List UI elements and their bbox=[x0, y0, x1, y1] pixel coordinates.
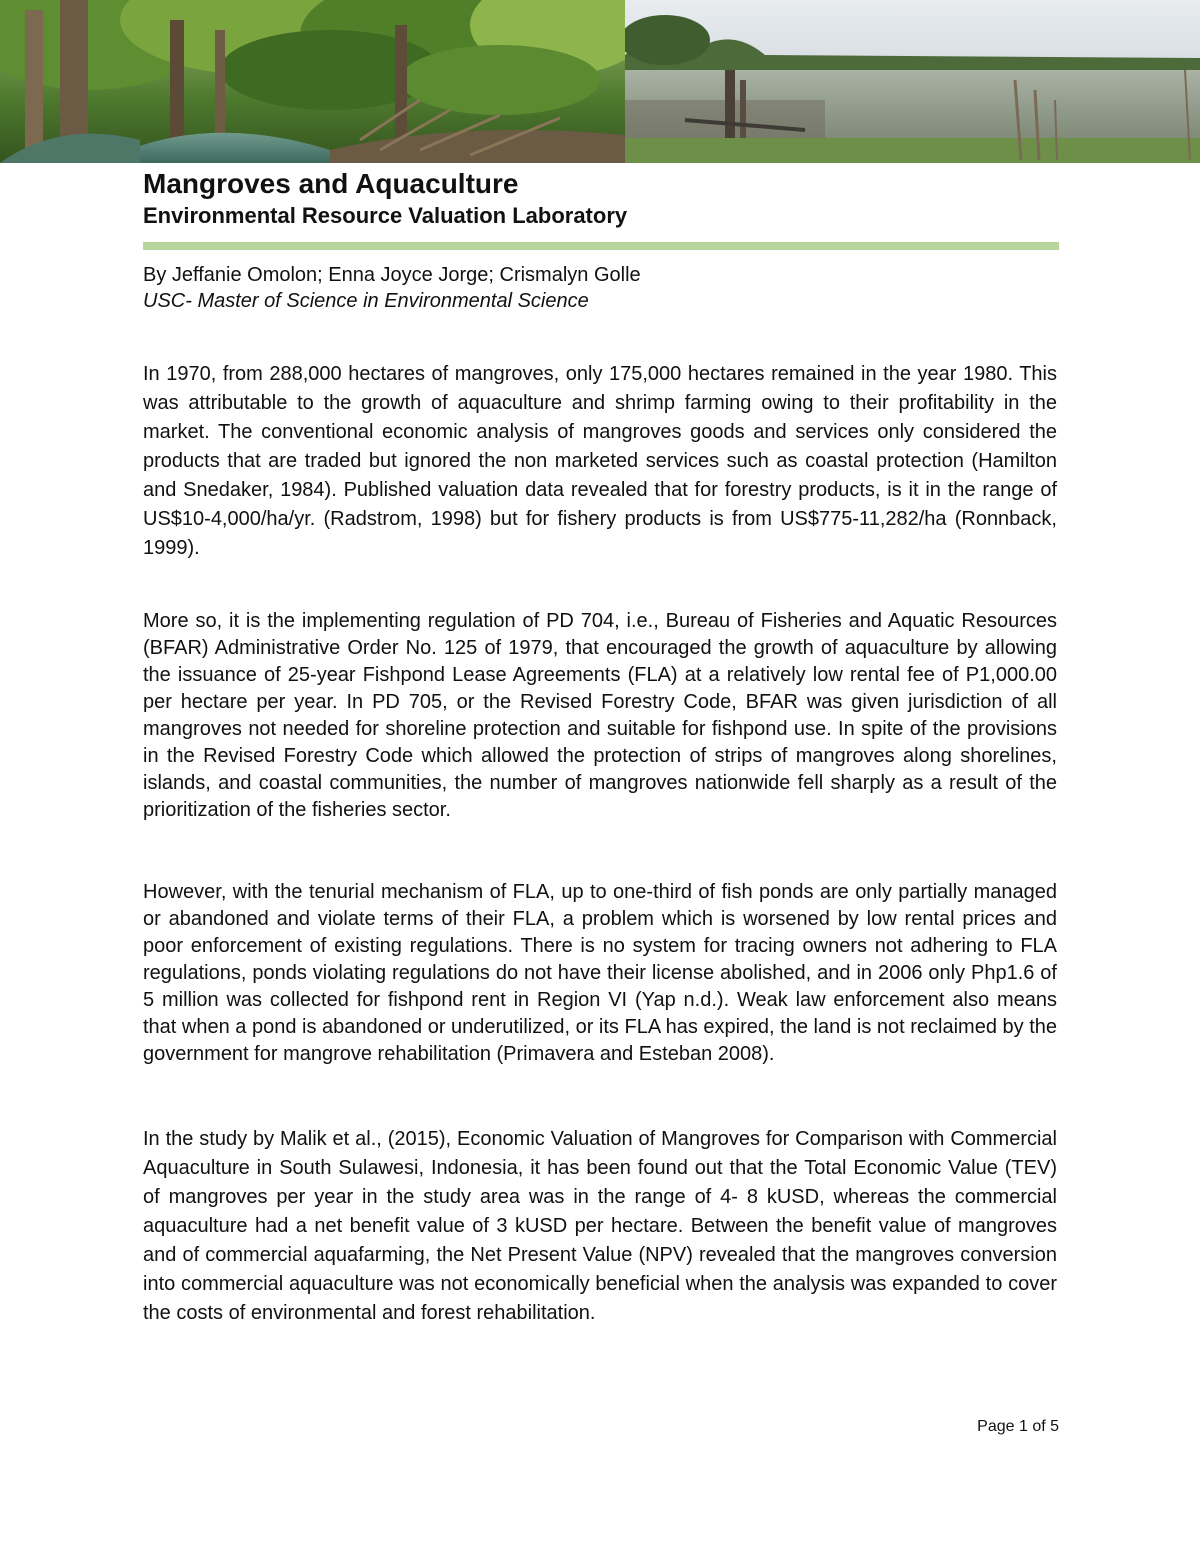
page-number: Page 1 of 5 bbox=[977, 1418, 1059, 1435]
fishpond-photo bbox=[625, 0, 1200, 163]
title-divider bbox=[143, 242, 1059, 250]
author-byline: By Jeffanie Omolon; Enna Joyce Jorge; Crismalyn Golle bbox=[143, 264, 641, 286]
mangrove-forest-photo bbox=[0, 0, 625, 163]
document-title: Mangroves and Aquaculture bbox=[143, 168, 519, 199]
author-affiliation: USC- Master of Science in Environmental Science bbox=[143, 290, 589, 312]
header-banner bbox=[0, 0, 1200, 163]
body-paragraph-3: However, with the tenurial mechanism of FLA, up to one-third of fish ponds are only partially managed or abandoned and violate terms of their FLA, a problem which is worsened by low rental prices and poor enforcement of existing regulations. There is no system for tracing owners not adhering to FLA regulations, ponds violating regulations do not have their license abolished, and in 2006 only Php1.6 of 5 million was collected for fishpond rent in Region VI (Yap n.d.). Weak law enforcement also means that when a pond is abandoned or underutilized, or its FLA has expired, the land is not reclaimed by the government for mangrove rehabilitation (Primavera and Esteban 2008). bbox=[143, 881, 1057, 1065]
title-block bbox=[143, 167, 1063, 231]
document-subtitle: Environmental Resource Valuation Laboratory bbox=[143, 203, 628, 228]
body-paragraph-1: In 1970, from 288,000 hectares of mangroves, only 175,000 hectares remained in the year 1980. This was attributable to the growth of aquaculture and shrimp farming owing to their profitability in the market. The conventional economic analysis of mangroves goods and services only considered the products that are traded but ignored the non marketed services such as coastal protection (Hamilton and Snedaker, 1984). Published valuation data revealed that for forestry products, is it in the range of US$10-4,000/ha/yr. (Radstrom, 1998) but for fishery products is from US$775-11,282/ha (Ronnback, 1999). bbox=[143, 363, 1057, 559]
body-paragraph-2: More so, it is the implementing regulation of PD 704, i.e., Bureau of Fisheries and Aquatic Resources (BFAR) Administrative Order No. 125 of 1979, that encouraged the growth of aquaculture by allowing the issuance of 25-year Fishpond Lease Agreements (FLA) at a relatively low rental fee of P1,000.00 per hectare per year. In PD 705, or the Revised Forestry Code, BFAR was given jurisdiction of all mangroves not needed for shoreline protection and suitable for fishpond use. In spite of the provisions in the Revised Forestry Code which allowed the protection of strips of mangroves along shorelines, islands, and coastal communities, the number of mangroves nationwide fell sharply as a result of the prioritization of the fisheries sector. bbox=[143, 610, 1057, 821]
body-paragraph-4: In the study by Malik et al., (2015), Economic Valuation of Mangroves for Comparison with Commercial Aquaculture in South Sulawesi, Indonesia, it has been found out that the Total Economic Value (TEV) of mangroves per year in the study area was in the range of 4- 8 kUSD, whereas the commercial aquaculture had a net benefit value of 3 kUSD per hectare. Between the benefit value of mangroves and of commercial aquafarming, the Net Present Value (NPV) revealed that the mangroves conversion into commercial aquaculture was not economically beneficial when the analysis was expanded to cover the costs of environmental and forest rehabilitation. bbox=[143, 1128, 1057, 1324]
